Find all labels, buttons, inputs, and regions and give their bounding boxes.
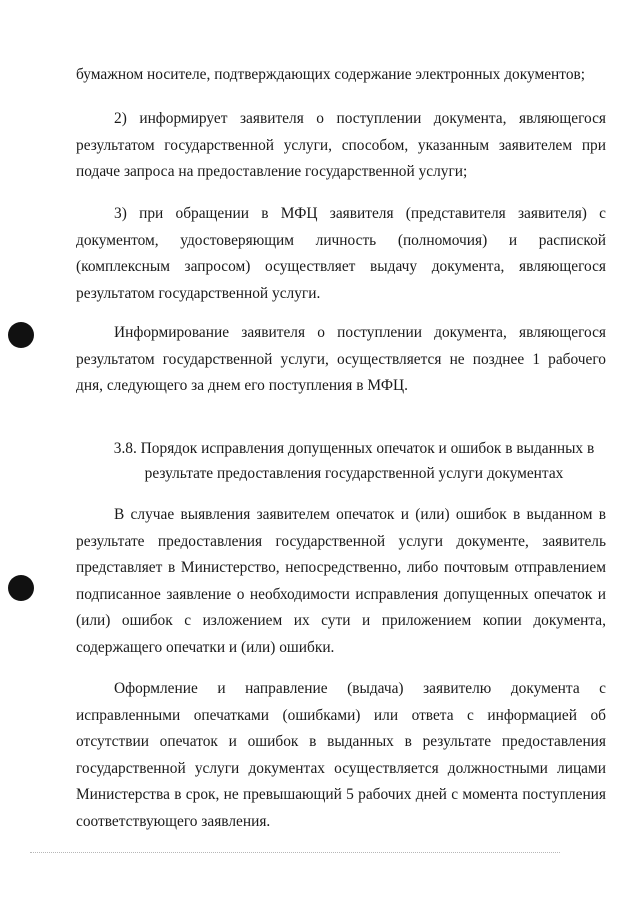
paragraph-item-3: 3) при обращении в МФЦ заявителя (представителя заявителя) с документом, удостоверяющим личность (полномочия) и распиской (комплексным запросом) осуществляет выдачу документа, являющегося результатом государственной услуги.: [76, 205, 606, 302]
section-heading: 3.8. Порядок исправления допущенных опечаток и ошибок в выданных в результате предоставления государственной услуги документах: [113, 440, 595, 482]
paragraph-error-detection: В случае выявления заявителем опечаток и (или) ошибок в выданном в результате предоставления государственной услуги документе, заявитель представляет в Министерство, непосредственно, либо почтовым отправлением подписанное заявление о необходимости исправления допущенных опечаток и (или) ошибок с изложением их сути и приложением копии документа, содержащего опечатки и (или) ошибки.: [76, 506, 606, 656]
punch-hole-mark: [8, 575, 34, 601]
paragraph-informing: Информирование заявителя о поступлении документа, являющегося результатом государственной услуги, осуществляется не позднее 1 рабочего дня, следующего за днем его поступления в МФЦ.: [76, 324, 606, 395]
punch-hole-mark: [8, 322, 34, 348]
scan-noise-line: [30, 852, 560, 855]
paragraph-continuation: бумажном носителе, подтверждающих содержание электронных документов;: [76, 66, 586, 83]
paragraph-correction-deadline: Оформление и направление (выдача) заявителю документа с исправленными опечатками (ошибками) или ответа с информацией об отсутствии опечаток и ошибок в выданных в результате предоставления государственной услуги документах осуществляется должностными лицами Министерства в срок, не превышающий 5 рабочих дней с момента поступления соответствующего заявления.: [76, 680, 606, 830]
paragraph-item-2: 2) информирует заявителя о поступлении документа, являющегося результатом государственной услуги, способом, указанным заявителем при подаче запроса на предоставление государственной услуги;: [76, 110, 606, 181]
